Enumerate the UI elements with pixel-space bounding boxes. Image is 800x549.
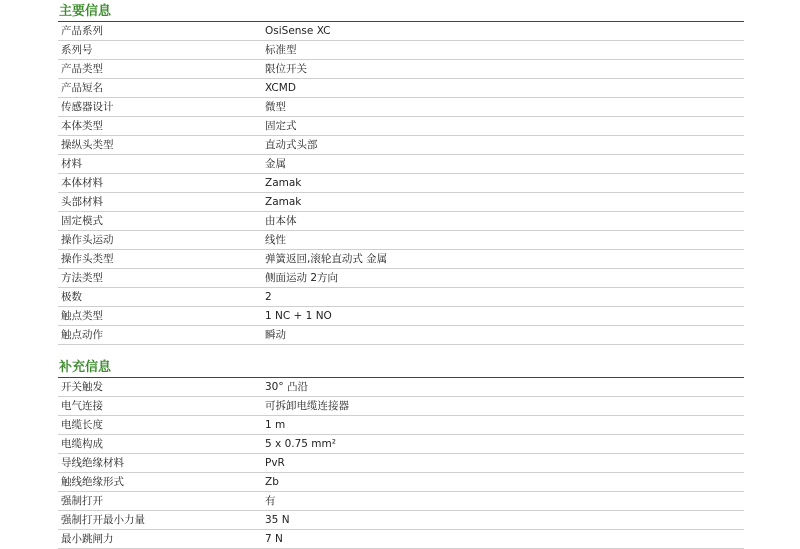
row-label: 本体材料: [61, 177, 103, 189]
table-row: [58, 60, 744, 79]
row-value: 7 N: [265, 533, 283, 545]
row-value: 线性: [265, 234, 286, 246]
row-label: 导线绝缘材料: [61, 457, 124, 469]
row-value: 由本体: [265, 215, 297, 227]
row-value: PvR: [265, 457, 285, 469]
row-label: 强制打开: [61, 495, 103, 507]
supplementary-info-rows: [58, 378, 744, 549]
main-info-title: 主要信息: [58, 3, 744, 22]
row-label: 触点类型: [61, 310, 103, 322]
row-value: 30° 凸沿: [265, 381, 308, 393]
row-label: 产品系列: [61, 25, 103, 37]
table-row: [58, 416, 744, 435]
row-value: 限位开关: [265, 63, 307, 75]
main-info-section: [58, 3, 744, 345]
row-label: 最小跳闸力: [61, 533, 114, 545]
row-value: Zb: [265, 476, 279, 488]
table-row: [58, 435, 744, 454]
table-row: [58, 307, 744, 326]
row-label: 触线绝缘形式: [61, 476, 124, 488]
row-label: 电缆长度: [61, 419, 103, 431]
table-row: [58, 155, 744, 174]
table-row: [58, 288, 744, 307]
row-label: 强制打开最小力量: [61, 514, 145, 526]
row-value: XCMD: [265, 82, 296, 94]
row-label: 系列号: [61, 44, 93, 56]
row-value: 5 x 0.75 mm²: [265, 438, 336, 450]
row-value: 标准型: [265, 44, 297, 56]
table-row: [58, 378, 744, 397]
row-label: 开关触发: [61, 381, 103, 393]
table-row: [58, 212, 744, 231]
row-value: 金属: [265, 158, 286, 170]
row-label: 操纵头类型: [61, 139, 114, 151]
row-value: 侧面运动 2方向: [265, 272, 339, 284]
row-label: 固定模式: [61, 215, 103, 227]
row-value: 固定式: [265, 120, 297, 132]
row-value: 35 N: [265, 514, 290, 526]
table-row: [58, 454, 744, 473]
row-label: 电缆构成: [61, 438, 103, 450]
row-value: 弹簧返回,滚轮直动式 金属: [265, 253, 388, 265]
table-row: [58, 269, 744, 288]
main-info-rows: [58, 22, 744, 345]
table-row: [58, 473, 744, 492]
row-value: 1 NC + 1 NO: [265, 310, 332, 322]
table-row: [58, 326, 744, 345]
row-value: 2: [265, 291, 272, 303]
table-row: [58, 250, 744, 269]
table-row: [58, 98, 744, 117]
row-value: 可拆卸电缆连接器: [265, 400, 349, 412]
supplementary-info-section: [58, 359, 744, 549]
row-value: 有: [265, 495, 276, 507]
row-value: OsiSense XC: [265, 25, 331, 37]
row-label: 产品短名: [61, 82, 103, 94]
table-row: [58, 136, 744, 155]
row-label: 极数: [61, 291, 82, 303]
row-value: 微型: [265, 101, 286, 113]
row-label: 操作头类型: [61, 253, 114, 265]
row-label: 本体类型: [61, 120, 103, 132]
row-value: 直动式头部: [265, 139, 318, 151]
table-row: [58, 79, 744, 98]
row-value: 1 m: [265, 419, 286, 431]
row-label: 传感器设计: [61, 101, 114, 113]
row-label: 操作头运动: [61, 234, 114, 246]
row-value: Zamak: [265, 196, 302, 208]
table-row: [58, 174, 744, 193]
row-label: 头部材料: [61, 196, 103, 208]
row-value: Zamak: [265, 177, 302, 189]
table-row: [58, 530, 744, 549]
table-row: [58, 41, 744, 60]
table-row: [58, 492, 744, 511]
row-label: 材料: [61, 158, 82, 170]
row-label: 产品类型: [61, 63, 103, 75]
table-row: [58, 397, 744, 416]
table-row: [58, 511, 744, 530]
row-label: 方法类型: [61, 272, 103, 284]
table-row: [58, 231, 744, 250]
table-row: [58, 193, 744, 212]
table-row: [58, 22, 744, 41]
row-value: 瞬动: [265, 329, 286, 341]
supplementary-info-title: 补充信息: [58, 359, 744, 378]
row-label: 电气连接: [61, 400, 103, 412]
row-label: 触点动作: [61, 329, 103, 341]
table-row: [58, 117, 744, 136]
